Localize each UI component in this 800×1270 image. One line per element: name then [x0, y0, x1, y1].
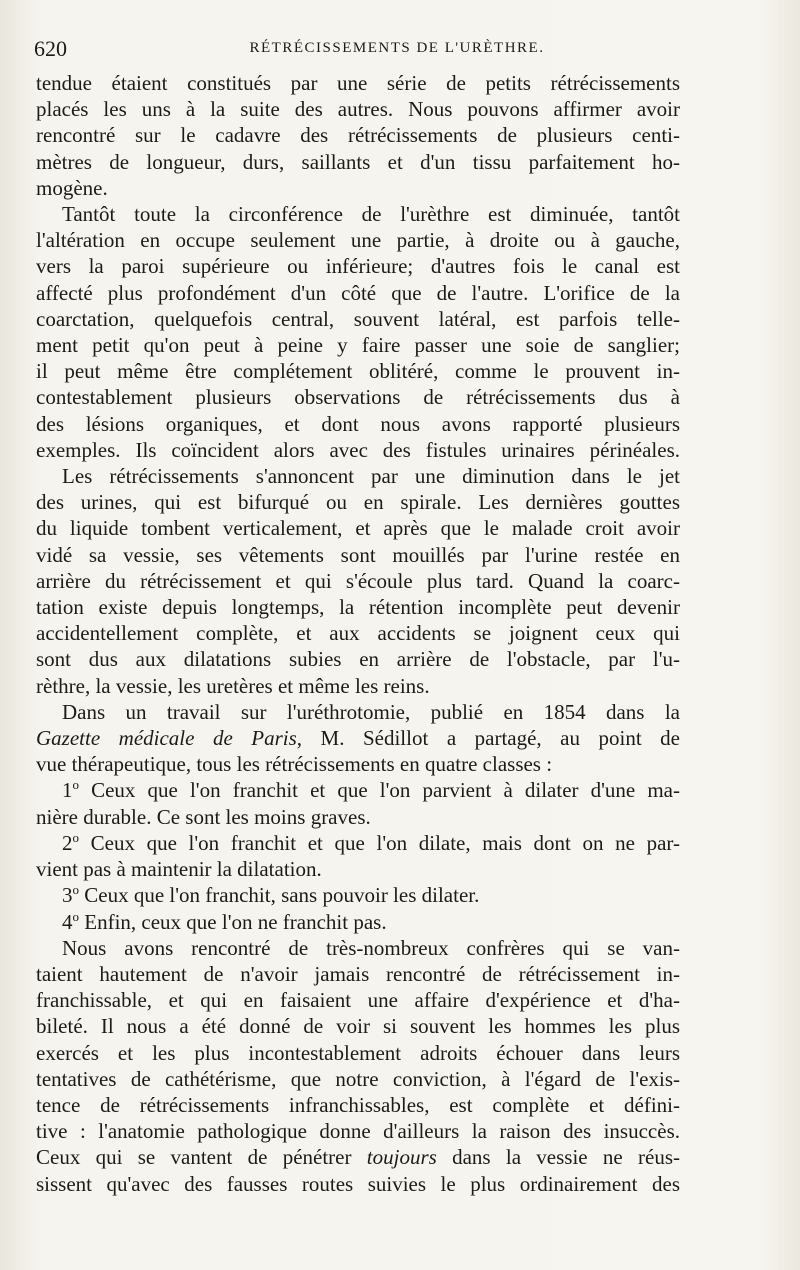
- numbered-item: [36, 830, 680, 856]
- text-line: tation existe depuis longtemps, la rétention incomplète peut devenir: [36, 595, 680, 620]
- text-fragment: , M. Sédillot a partagé, au point de: [296, 726, 681, 751]
- text-line: des lésions organiques, et dont nous avons rapporté plusieurs: [36, 411, 680, 436]
- item-number: 2: [62, 830, 73, 855]
- text-line: accidentellement complète, et aux accidents se joignent ceux qui: [36, 621, 680, 646]
- page-header: [34, 36, 760, 66]
- text-line: Dans un travail sur l'uréthrotomie, publié en 1854 dans la: [62, 699, 680, 724]
- text-line: exercés et les plus incontestablement adroits échouer dans leurs: [36, 1040, 680, 1065]
- text-line: du liquide tombent verticalement, et après que le malade croit avoir: [36, 516, 680, 541]
- text-line: tentatives de cathétérisme, que notre conviction, à l'égard de l'exis-: [36, 1066, 680, 1091]
- text-line: Tantôt toute la circonférence de l'urèthre est diminuée, tantôt: [62, 202, 680, 227]
- text-line: rèthre, la vessie, les uretères et même les reins.: [36, 673, 430, 698]
- text-fragment: dans la vessie ne réus-: [436, 1145, 680, 1170]
- text-line: sont dus aux dilatations subies en arrière de l'obstacle, par l'u-: [36, 647, 680, 672]
- numbered-item: [36, 777, 680, 803]
- text-line: rencontré sur le cadavre des rétrécissements de plusieurs centi-: [36, 123, 680, 148]
- text-line: taient hautement de n'avoir jamais rencontré de rétrécissement in-: [36, 961, 680, 986]
- text-line: [36, 725, 680, 751]
- text-line: vers la paroi supérieure ou inférieure; d'autres fois le canal est: [36, 254, 680, 279]
- item-text: Enfin, ceux que l'on ne franchit pas.: [84, 909, 387, 934]
- item-text: Ceux que l'on franchit, sans pouvoir les dilater.: [84, 883, 480, 908]
- journal-title: Gazette médicale de Paris: [36, 726, 297, 751]
- text-line: des urines, qui est bifurqué ou en spirale. Les dernières gouttes: [36, 490, 680, 515]
- text-line: contestablement plusieurs observations de rétrécissements dus à: [36, 385, 680, 410]
- item-number: 3: [62, 883, 73, 908]
- text-line: ment petit qu'on peut à peine y faire passer une soie de sanglier;: [36, 333, 680, 358]
- text-line: Nous avons rencontré de très-nombreux confrères qui se van-: [62, 935, 680, 960]
- emphasis: toujours: [366, 1145, 437, 1170]
- item-number: 4: [62, 909, 73, 934]
- text-line: bileté. Il nous a été donné de voir si souvent les hommes les plus: [36, 1014, 680, 1039]
- text-line: franchissable, et qui en faisaient une affaire d'expérience et d'ha-: [36, 988, 680, 1013]
- item-text: Ceux que l'on franchit et que l'on dilate, mais dont on ne par-: [90, 830, 680, 855]
- ordinal-suffix: o: [72, 882, 79, 898]
- text-line: arrière du rétrécissement et qui s'écoule plus tard. Quand la coarc-: [36, 568, 680, 593]
- text-line: vue thérapeutique, tous les rétrécissements en quatre classes :: [36, 752, 553, 777]
- item-number: 1: [62, 778, 73, 803]
- text-fragment: Ceux qui se vantent de pénétrer: [36, 1145, 367, 1170]
- text-line: [36, 1144, 680, 1170]
- numbered-item: [36, 882, 680, 908]
- text-line: Les rétrécissements s'annoncent par une diminution dans le jet: [62, 464, 680, 489]
- ordinal-suffix: o: [72, 829, 79, 845]
- text-line: tendue étaient constitués par une série de petits rétrécissements: [36, 71, 680, 95]
- text-line: exemples. Ils coïncident alors avec des fistules urinaires périnéales.: [36, 437, 680, 462]
- page-number: 620: [34, 36, 67, 61]
- text-line: l'altération en occupe seulement une partie, à droite ou à gauche,: [36, 228, 680, 253]
- text-line: tence de rétrécissements infranchissables, est complète et défini-: [36, 1092, 680, 1117]
- text-line: il peut même être complétement oblitéré, comme le prouvent in-: [36, 359, 680, 384]
- text-line: vient pas à maintenir la dilatation.: [36, 857, 322, 882]
- ordinal-suffix: o: [72, 908, 79, 924]
- item-text: Ceux que l'on franchit et que l'on parvient à dilater d'une ma-: [91, 778, 680, 803]
- ordinal-suffix: o: [72, 777, 79, 793]
- text-line: tive : l'anatomie pathologique donne d'ailleurs la raison des insuccès.: [36, 1119, 680, 1144]
- text-line: affecté plus profondément d'un côté que de l'autre. L'orifice de la: [36, 280, 680, 305]
- text-line: sissent qu'avec des fausses routes suivies le plus ordinairement des: [36, 1171, 680, 1196]
- running-title: RÉTRÉCISSEMENTS DE L'URÈTHRE.: [249, 40, 545, 56]
- text-line: coarctation, quelquefois central, souvent latéral, est parfois telle-: [36, 306, 680, 331]
- text-line: vidé sa vessie, ses vêtements sont mouillés par l'urine restée en: [36, 542, 680, 567]
- text-line: mogène.: [36, 175, 108, 200]
- text-line: placés les uns à la suite des autres. Nous pouvons affirmer avoir: [36, 97, 680, 122]
- numbered-item: [36, 909, 680, 935]
- text-line: mètres de longueur, durs, saillants et d'un tissu parfaitement ho-: [36, 149, 680, 174]
- text-line: nière durable. Ce sont les moins graves.: [36, 804, 371, 829]
- body-text: [36, 70, 680, 1197]
